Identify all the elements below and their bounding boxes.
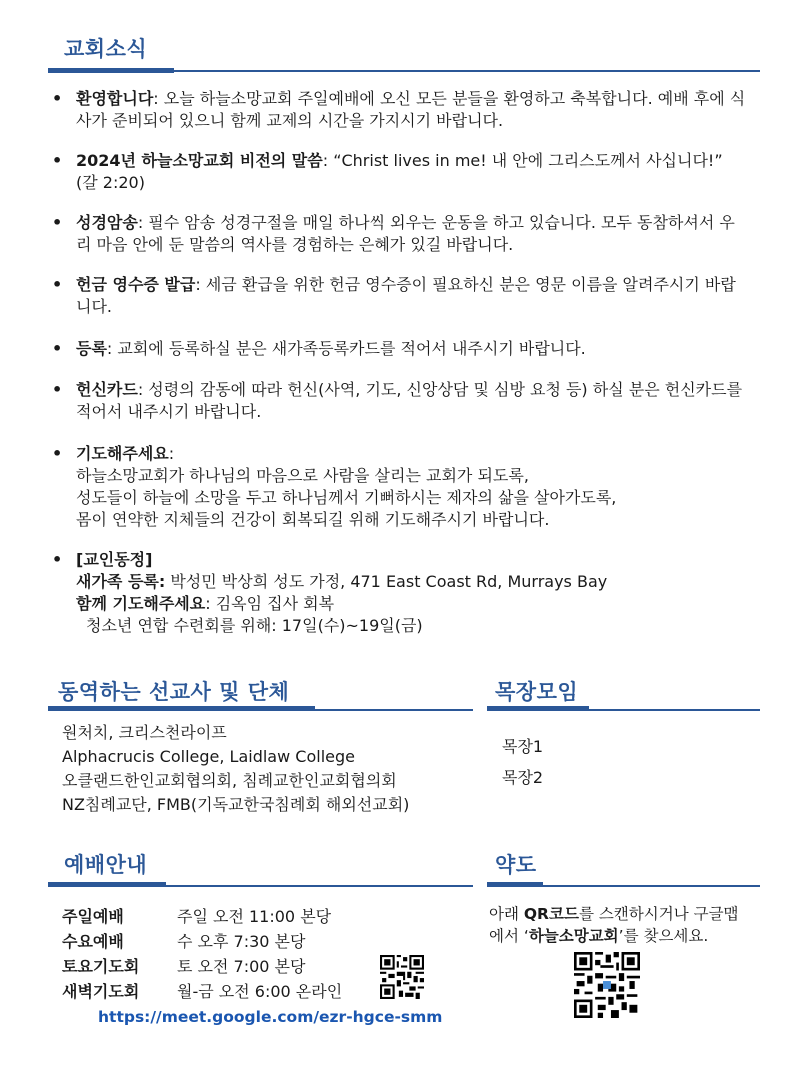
prayer-line: 몸이 연약한 지체들의 건강이 회복되길 위해 기도해주시기 바랍니다. <box>76 510 550 529</box>
news-item-text: : 필수 암송 성경구절을 매일 하나씩 외우는 운동을 하고 있습니다. 모두 동참하셔서 우리 마음 안에 둔 말씀의 역사를 경험하는 은혜가 있길 바랍니다. <box>76 213 735 254</box>
news-divider <box>48 70 760 72</box>
meet-qr-code <box>380 955 424 999</box>
map-text-bold: QR코드 <box>523 905 579 923</box>
missions-list <box>62 721 409 817</box>
service-time: 주일 오전 11:00 본당 <box>177 907 332 926</box>
news-item-prayer <box>52 443 747 531</box>
news-item-label: 성경암송 <box>76 213 138 232</box>
mission-item: NZ침례교단, FMB(기독교한국침례회 해외선교회) <box>62 795 410 814</box>
news-item-members <box>52 549 747 637</box>
news-item-vision <box>52 150 747 194</box>
cell-section-title: 목장모임 <box>495 680 579 704</box>
cell-divider <box>487 709 760 711</box>
news-section-title: 교회소식 <box>64 37 148 61</box>
newfamily-label: 새가족 등록: <box>76 572 166 591</box>
prayer-colon: : <box>168 444 175 463</box>
news-item-label: 등록 <box>76 339 107 358</box>
map-instructions <box>489 903 759 947</box>
news-item-label: 환영합니다 <box>76 89 154 108</box>
map-qr-code <box>574 952 640 1018</box>
news-item-text: : 세금 환급을 위한 헌금 영수증이 필요하신 분은 영문 이름을 알려주시기 바랍니다. <box>76 275 736 316</box>
map-divider <box>487 885 760 887</box>
cell-item: 목장1 <box>502 737 544 756</box>
prayer-line: 성도들이 하늘에 소망을 두고 하나님께서 기뻐하시는 제자의 삶을 살아가도록, <box>76 488 617 507</box>
newfamily-text: 박성민 박상희 성도 가정, 471 East Coast Rd, Murrays Bay <box>165 572 608 591</box>
youth-retreat: 청소년 연합 수련회를 위해: 17일(수)~19일(금) <box>86 616 423 635</box>
map-text: 에서 ‘ <box>489 927 529 945</box>
prayer-line: 하늘소망교회가 하나님의 마음으로 사람을 살리는 교회가 되도록, <box>76 466 529 485</box>
missions-section-title: 동역하는 선교사 및 단체 <box>58 680 290 704</box>
bullet: • <box>52 151 63 170</box>
online-meeting-link[interactable]: https://meet.google.com/ezr-hgce-smm <box>98 1008 443 1026</box>
missions-divider <box>48 709 473 711</box>
pray-together-text: : 김옥임 집사 회복 <box>205 594 335 613</box>
bullet: • <box>52 213 63 232</box>
bullet: • <box>52 89 63 108</box>
mission-item: 원처치, 크리스천라이프 <box>62 723 227 742</box>
service-name: 주일예배 <box>62 907 124 926</box>
bullet: • <box>52 380 63 399</box>
prayer-label: 기도해주세요 <box>76 444 169 463</box>
news-item-label: 2024년 하늘소망교회 비전의 말씀 <box>76 151 323 170</box>
map-text: 를 스캔하시거나 구글맵 <box>578 905 739 923</box>
worship-section-title: 예배안내 <box>64 853 148 877</box>
map-text-bold: 하늘소망교회 <box>528 927 619 945</box>
cell-list <box>502 731 543 793</box>
news-item-label: 헌금 영수증 발급 <box>76 275 196 294</box>
news-item-memorize <box>52 212 747 256</box>
map-section-title: 약도 <box>495 853 537 877</box>
news-item-text: : 성령의 감동에 따라 헌신(사역, 기도, 신앙상담 및 심방 요청 등) 하실 분은 헌신카드를 적어서 내주시기 바랍니다. <box>76 380 743 421</box>
news-item-text: : 교회에 등록하실 분은 새가족등록카드를 적어서 내주시기 바랍니다. <box>106 339 586 358</box>
news-item-text: : 오늘 하늘소망교회 주일예배에 오신 모든 분들을 환영하고 축복합니다. 예배 후에 식사가 준비되어 있으니 함께 교제의 시간을 가지시기 바랍니다. <box>76 89 746 130</box>
mission-item: 오클랜드한인교회협의회, 침례교한인교회협의회 <box>62 771 397 790</box>
news-item-text: : “Christ lives in me! 내 안에 그리스도께서 사십니다!” (갈 2:20) <box>76 151 723 192</box>
map-text: 아래 <box>489 905 524 923</box>
news-item-dedication <box>52 379 747 423</box>
service-time: 월-금 오전 6:00 온라인 <box>177 982 343 1001</box>
map-text: ’를 찾으세요. <box>618 927 709 945</box>
mission-item: Alphacrucis College, Laidlaw College <box>62 747 355 766</box>
bullet: • <box>52 339 63 358</box>
pray-together-label: 함께 기도해주세요 <box>76 594 206 613</box>
service-name: 수요예배 <box>62 932 124 951</box>
worship-divider <box>48 885 473 887</box>
bullet: • <box>52 550 63 569</box>
service-name: 토요기도회 <box>62 957 140 976</box>
cell-item: 목장2 <box>502 768 544 787</box>
bullet: • <box>52 275 63 294</box>
news-item-register <box>52 338 747 360</box>
bullet: • <box>52 444 63 463</box>
news-item-receipt <box>52 274 747 318</box>
service-time: 수 오후 7:30 본당 <box>177 932 306 951</box>
service-time: 토 오전 7:00 본당 <box>177 957 306 976</box>
news-item-label: 헌신카드 <box>76 380 138 399</box>
service-name: 새벽기도회 <box>62 982 140 1001</box>
news-item-welcome <box>52 88 747 132</box>
members-title: [교인동정] <box>76 550 153 569</box>
